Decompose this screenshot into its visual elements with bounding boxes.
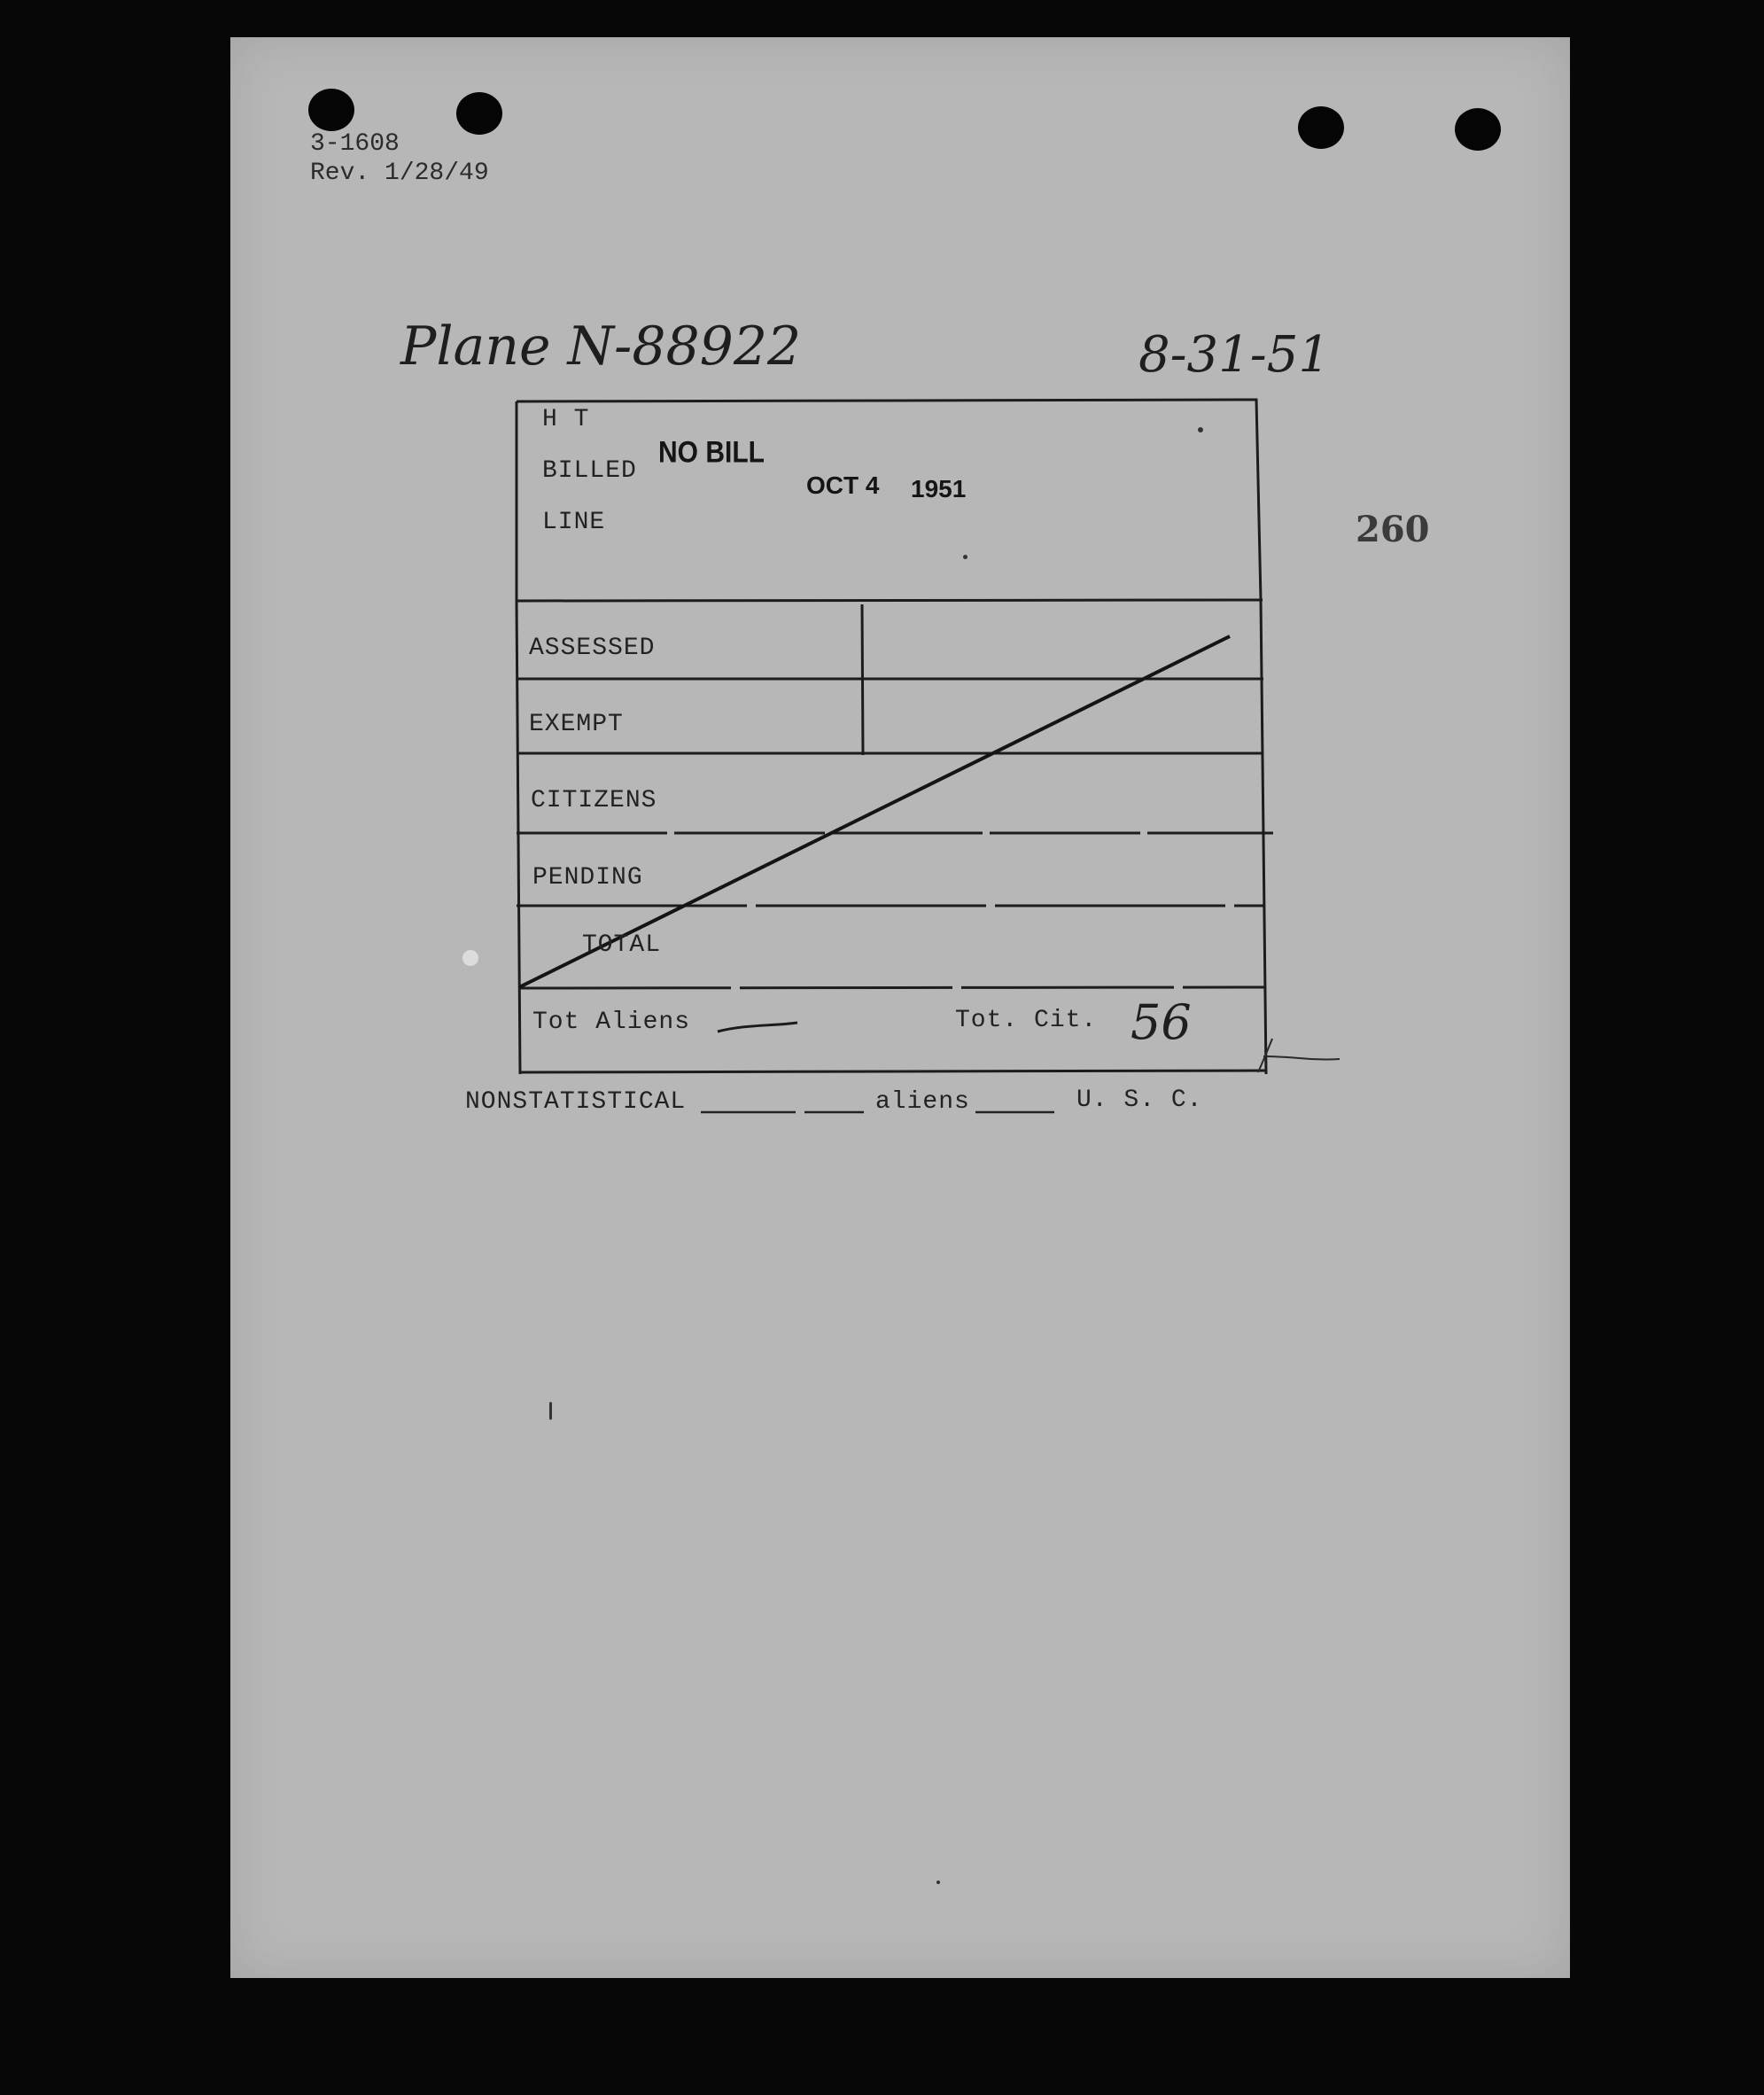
speck (963, 555, 967, 559)
plane-number-handwritten: Plane N-88922 (400, 315, 802, 378)
tot-aliens-label: Tot Aliens (532, 1009, 691, 1036)
form-number: 3-1608 (310, 130, 400, 158)
speck (462, 950, 478, 966)
row-assessed-label: ASSESSED (529, 635, 656, 662)
header-ht-label: H T (542, 406, 590, 433)
date-handwritten: 8-31-51 (1138, 326, 1330, 384)
header-billed-label: BILLED (542, 457, 637, 485)
speck (1198, 427, 1203, 432)
document-page (230, 37, 1570, 1978)
page-number: 260 (1356, 509, 1430, 550)
row-citizens-label: CITIZENS (531, 787, 657, 814)
nonstatistical-label: NONSTATISTICAL (465, 1088, 687, 1116)
speck (549, 1402, 552, 1420)
manifest-summary-table (230, 37, 1570, 1978)
date-stamp-year: 1951 (911, 475, 967, 502)
speck (936, 1881, 940, 1884)
usc-label: U. S. C. (1076, 1086, 1203, 1114)
no-bill-stamp: NO BILL (658, 435, 765, 470)
aliens-label: aliens (875, 1088, 970, 1116)
form-revision: Rev. 1/28/49 (310, 160, 489, 187)
tot-cit-value-handwritten: 56 (1131, 994, 1192, 1050)
row-total-label: TOTAL (582, 931, 662, 959)
tot-cit-label: Tot. Cit. (955, 1007, 1098, 1034)
date-stamp-month-day: OCT 4 (806, 471, 880, 499)
header-line-label: LINE (542, 509, 606, 536)
row-pending-label: PENDING (532, 864, 643, 892)
row-exempt-label: EXEMPT (529, 711, 624, 738)
